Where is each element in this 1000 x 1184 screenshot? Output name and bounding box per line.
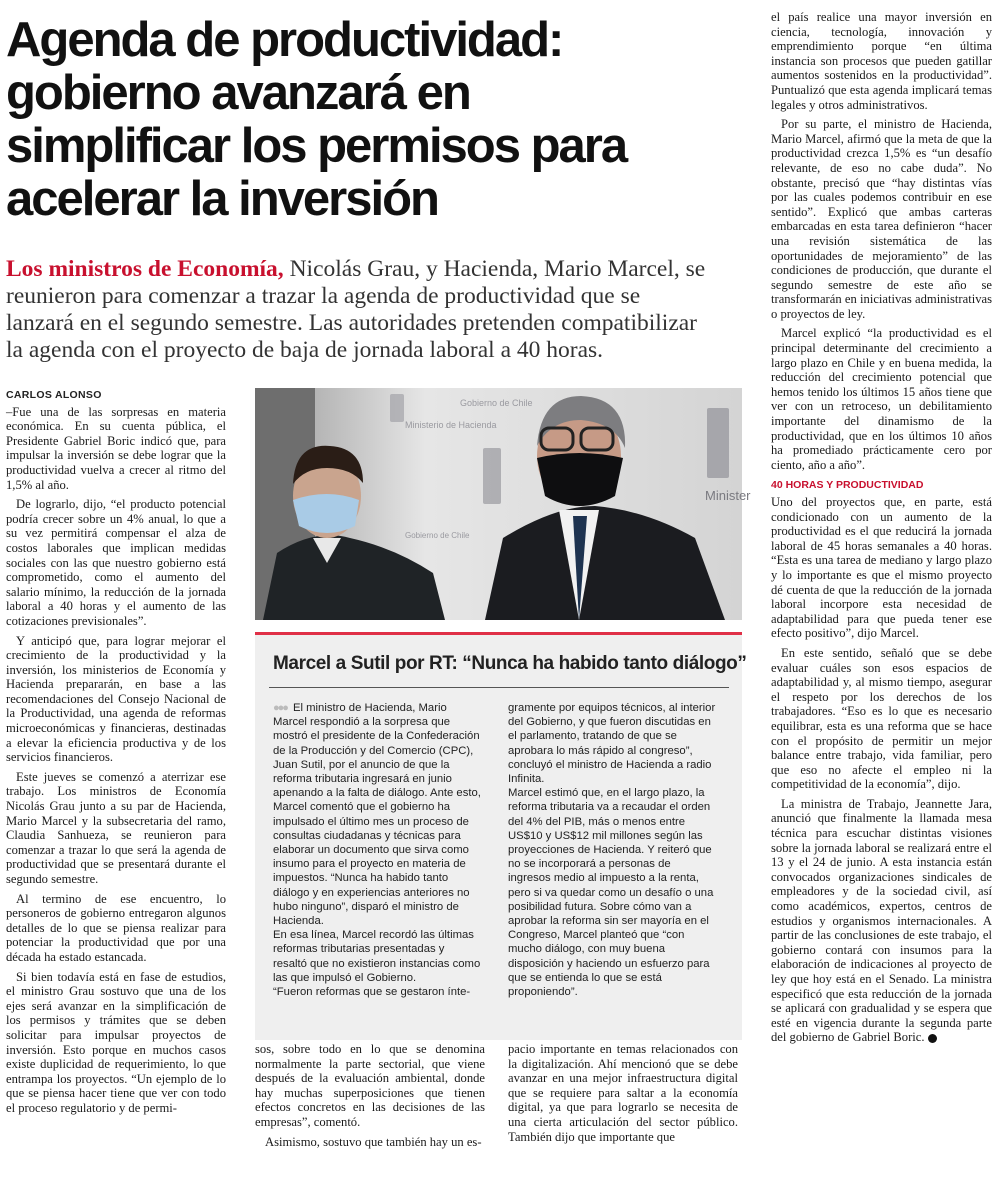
article-column-4: [771, 10, 992, 1180]
headline-line: Agenda de productividad:: [6, 13, 563, 67]
body-paragraph: Si bien todavía está en fase de estudios, el ministro Grau sostuvo que una de los ejes será avanzar en la simplificación de los permisos y trámites que se deben solicitar para impulsar proyectos de inversión. Esto porque en muchos casos existe duplicidad de requerimiento, lo que entrampa los proyectos. “Un ejemplo de lo que se piensa hacer tiene que ver con todo el proceso regulatorio y de permi-: [6, 969, 226, 1115]
backdrop-text: Ministerio de Hacienda: [405, 420, 497, 430]
body-paragraph: Y anticipó que, para lograr mejorar el crecimiento de la productividad y la inversión, los ministerios de Economía y Hacienda prepararán, en base a las recomendaciones del Consejo Nacional de la Productividad, una agenda de reformas microeconómicas y financieras, destinadas a elevar la eficiencia productiva y de los servicios financieros.: [6, 633, 226, 765]
section-subhead: 40 HORAS Y PRODUCTIVIDAD: [771, 479, 924, 492]
news-photo: [255, 388, 751, 620]
backdrop-text: Minister: [705, 488, 751, 503]
sidebar-divider: [269, 687, 729, 688]
sidebar-paragraph: Marcel estimó que, en el largo plazo, la reforma tributaria va a recaudar el orden del 4% del PIB, más o menos entre US$10 y US$12 mil millones según las proyecciones de Hacienda. Y reiteró que no se incorporará a personas de ingresos medio al impuesto a la renta, pero si va quedar como un desafío o una posibilidad futura. Sobre cómo van a aprobar la reforma sin ser mayoría en el Congreso, Marcel planteó que “con mucho diálogo, con muy buena disposición y haciendo un esfuerzo para que se entienda lo que se está proponiendo”.: [508, 787, 714, 999]
body-paragraph: el país realice una mayor inversión en ciencia, tecnología, innovación y emprendimiento porque “en última instancia son procesos que pueden gatillar aumentos sostenidos en la productividad”. Puntualizó que esta agenda implicará temas legales y otros administrativos.: [771, 10, 992, 112]
body-paragraph: De lograrlo, dijo, “el producto potencial podría crecer sobre un 4% anual, lo que a su vez permitirá compensar el alza de costos laborales que implican medidas sociales con las que nuestro gobierno está comprometido, como el aumento del salario mínimo, la reducción de la jornada laboral a 40 horas y el aumento de las cotizaciones previsionales”.: [6, 497, 226, 628]
lead-line: lanzará en el segundo semestre. Las autoridades pretenden compatibilizar: [6, 310, 698, 336]
headline-line: gobierno avanzará en: [6, 66, 470, 120]
body-paragraph: –Fue una de las sorpresas en materia económica. En su cuenta pública, el Presidente Gabriel Boric indicó que, para impulsar la inversión se debe lograr que la productividad vuelva a crecer al ritmo del 1,5% al año.: [6, 404, 226, 492]
lead-line: reunieron para comenzar a trazar la agenda de productividad que se: [6, 283, 641, 309]
body-paragraph: Al termino de ese encuentro, lo personeros de gobierno entregaron algunos detalles de lo que se piensa realizar para potenciar la productividad que por una década ha estado estancada.: [6, 891, 226, 964]
body-paragraph: Marcel explicó “la productividad es el principal determinante del crecimiento a largo plazo en Chile y en buena medida, la reducción del crecimiento potencial que hemos tenido los últimos 15 años tiene que ver con un retroceso, un debilitamiento importante del dinamismo de la productividad, que en los últimos 10 años ha promediado prácticamente cero por ciento, año a año”.: [771, 326, 992, 472]
body-paragraph: Uno del proyectos que, en parte, está condicionado con un aumento de la productividad es el que reducirá la jornada laboral de 45 horas semanales a 40 horas. “Esta es una tarea de mediano y largo plazo y lo importante es que el mismo proyecto dé cuenta de que la reducción de la jornada laboral incorpore esta necesidad de adaptabilidad para que pueda tener ese efecto positivo”, dijo Marcel.: [771, 495, 992, 641]
sidebar-paragraph: [273, 701, 481, 928]
body-paragraph: Por su parte, el ministro de Hacienda, Mario Marcel, afirmó que la meta de que la productividad crezca 1,5% es “un desafío relevante, de eso no cabe duda”. No obstante, precisó que “hay distintas vías por las cuales podemos contribuir en ese sentido”. Explicó que ambas carteras embarcadas en esta tarea definieron “hacer una revisión sistemática de las oportunidades de mejoramiento” de las condiciones de producción, que durante el segundo semestre de este año se transformarán en iniciativas administrativas o proyectos de ley.: [771, 117, 992, 321]
body-paragraph: En este sentido, señaló que se debe evaluar cuáles son esos espacios de adaptabilidad y, al mismo tiempo, asegurar el respeto por los derechos de los trabajadores. “Eso es lo que es necesario equilibrar, esta es una reforma que se hace con el propósito de permitir un mejor balance entre trabajo, vida familiar, pero que eso no afecte el empleo ni la competitividad de la economía”, dijo.: [771, 645, 992, 792]
article-column-1: [6, 388, 226, 1178]
lead-highlight: Los ministros de Economía,: [6, 256, 284, 282]
sidebar-paragraph-text: El ministro de Hacienda, Mario Marcel respondió a la sorpresa que mostró el presidente de la Confederación de la Producción y del Comercio (CPC), Juan Sutil, por el anuncio de que la reforma tributaria ingresará en junio apenando a la falta de diálogo. Ante esto, Marcel comentó que el gobierno ha impulsado el último mes un proceso de consultas ciudadanas y técnicas para elaborar un documento que sirva como insumo para el proyecto en materia de impuestos. “Nunca ha habido tanto diálogo y en experiencias anteriores no hubo ninguno”, disparó el ministro de Hacienda.: [273, 702, 481, 928]
body-paragraph: pacio importante en temas relacionados con la digitalización. Ahí mencionó que se debe avanzar en una mejor infraestructura digital que se requiere para saltar a la economía digital, ya que para lograrlo se necesita de una cierta articulación del sector público. También dijo que importante que: [508, 1042, 738, 1144]
backdrop-text: Gobierno de Chile: [405, 531, 470, 540]
sidebar-dots: ●●●: [273, 702, 287, 714]
article-column-3-bottom: [508, 1042, 738, 1149]
lead-line: la agenda con el proyecto de baja de jornada laboral a 40 horas.: [6, 337, 604, 363]
lead-paragraph: [6, 256, 751, 364]
body-paragraph: Asimismo, sostuvo que también hay un es-: [265, 1134, 482, 1149]
article-column-2-bottom: [255, 1042, 485, 1154]
sidebar-paragraph: “Fueron reformas que se gestaron ínte-: [273, 986, 471, 999]
photo-illustration: [255, 388, 751, 620]
sidebar-title: Marcel a Sutil por RT: “Nunca ha habido tanto diálogo”: [273, 653, 747, 674]
sidebar-column-2: [508, 701, 716, 999]
lead-line-text: Nicolás Grau, y Hacienda, Mario Marcel, se: [289, 256, 706, 282]
body-paragraph: sos, sobre todo en lo que se denomina normalmente la parte sectorial, que viene después de la evaluación ambiental, donde hay muchas superposiciones que tienen efectos concretos en las decisiones de las empresas”, comentó.: [255, 1042, 485, 1129]
end-mark-icon: P: [928, 1034, 937, 1043]
lead-line: [6, 256, 751, 283]
backdrop-text: Gobierno de Chile: [460, 398, 533, 408]
body-paragraph: Este jueves se comenzó a aterrizar ese trabajo. Los ministros de Economía Nicolás Grau junto a su par de Hacienda, Mario Marcel y la subsecretaria del ramo, Claudia Sanhueza, se reunieron para comenzar a trazar lo que será la agenda de productividad que se presentará durante el segundo semestre.: [6, 769, 226, 886]
sidebar-box: [255, 632, 747, 1040]
headline-line: simplificar los permisos para: [6, 119, 627, 173]
body-paragraph: [771, 797, 992, 1045]
sidebar-paragraph: gramente por equipos técnicos, al interior del Gobierno, y que fueron discutidas en el parlamento, tratando de que se aprobara lo más rápido al congreso”, concluyó el ministro de Hacienda a radio Infinita.: [508, 702, 716, 786]
sidebar-column-1: [273, 701, 481, 999]
body-paragraph-text: La ministra de Trabajo, Jeannette Jara, anunció que finalmente la llamada mesa técnica para escuchar distintas visiones sobre la jornada laboral se realizará entre el 13 y el 24 de junio. A esta instancia están convocados organizaciones sindicales de empleadores y de la sociedad civil, así como académicos, expertos, centros de estudios y organismos internacionales. A partir de las conclusiones de este trabajo, el gobierno contará con insumos para la elaboración de indicaciones al proyecto de ley que hoy está en el Senado. La ministra especificó que esta reducción de la jornada se aplicará con gradualidad y se espera que esté en vigencia durante la segunda parte del gobierno de Gabriel Boric.: [771, 796, 992, 1045]
headline-line: acelerar la inversión: [6, 172, 438, 226]
headline: [6, 14, 766, 226]
sidebar-paragraph: En esa línea, Marcel recordó las últimas reformas tributarias presentadas y resaltó que no existieron instancias como las que impulsó el Gobierno.: [273, 929, 481, 984]
byline: CARLOS ALONSO: [6, 389, 102, 401]
